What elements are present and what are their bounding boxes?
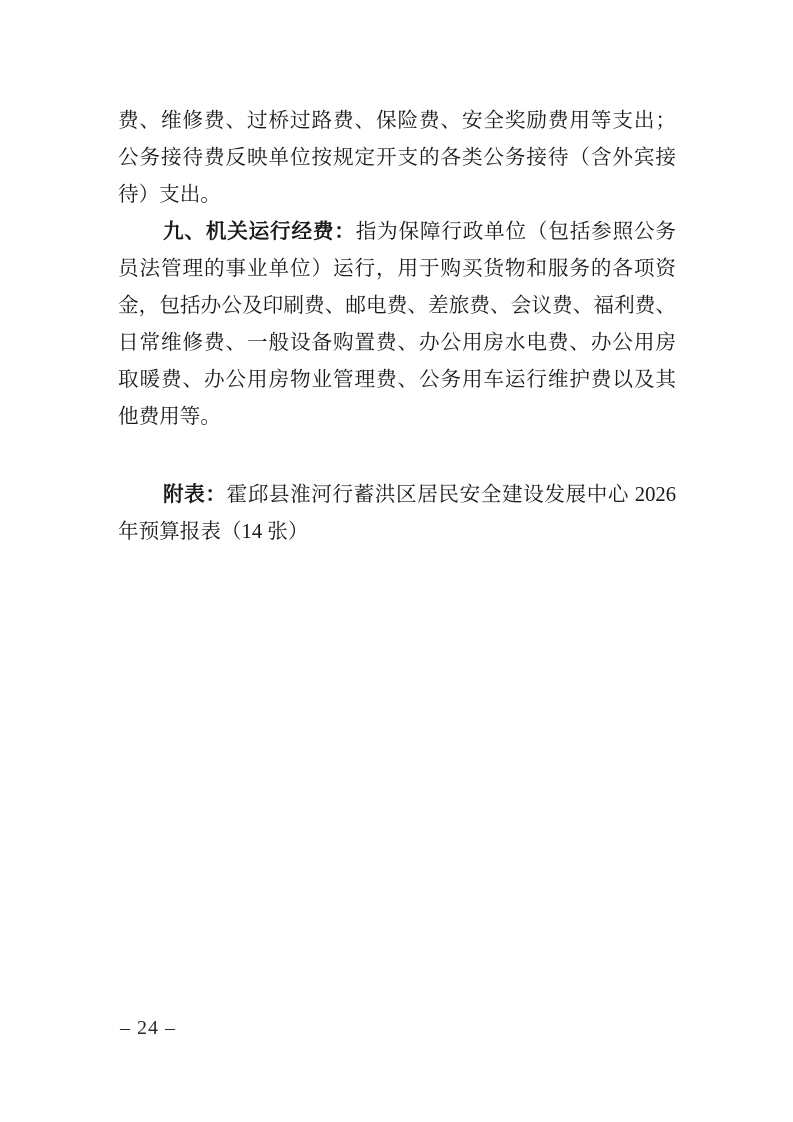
text-line [118, 325, 676, 362]
text-segment: 费、维修费、过桥过路费、保险费、安全奖励费用等支出； [118, 110, 676, 132]
document-body [118, 103, 676, 551]
text-segment: 年预算报表（14 张） [118, 521, 309, 543]
text-segment: 霍邱县淮河行蓄洪区居民安全建设发展中心 2026 [226, 484, 676, 506]
paragraph-agency-operating-funds [118, 214, 676, 436]
text-line [118, 214, 676, 251]
text-segment: 指为保障行政单位（包括参照公务 [355, 221, 676, 243]
text-line [118, 399, 676, 436]
text-segment: 公务接待费反映单位按规定开支的各类公务接待（含外宾接 [118, 147, 676, 169]
text-segment: 日常维修费、一般设备购置费、办公用房水电费、办公用房 [118, 332, 676, 354]
text-line [118, 288, 676, 325]
bold-text-segment: 附表： [163, 484, 227, 506]
text-line [118, 103, 676, 140]
page-number: – 24 – [120, 1017, 176, 1039]
text-line [118, 177, 676, 214]
text-line [118, 362, 676, 399]
paragraph-vehicle-expenses [118, 103, 676, 214]
text-segment: 员法管理的事业单位）运行，用于购买货物和服务的各项资 [118, 258, 676, 280]
text-segment: 他费用等。 [118, 406, 221, 428]
text-line [118, 251, 676, 288]
bold-text-segment: 九、机关运行经费： [163, 221, 356, 243]
text-line [118, 514, 676, 551]
text-line [118, 477, 676, 514]
text-line [118, 140, 676, 177]
paragraph-attachment-note [118, 477, 676, 551]
text-segment: 取暖费、办公用房物业管理费、公务用车运行维护费以及其 [118, 369, 676, 391]
text-segment: 金，包括办公及印刷费、邮电费、差旅费、会议费、福利费、 [118, 295, 676, 317]
text-segment: 待）支出。 [118, 184, 221, 206]
